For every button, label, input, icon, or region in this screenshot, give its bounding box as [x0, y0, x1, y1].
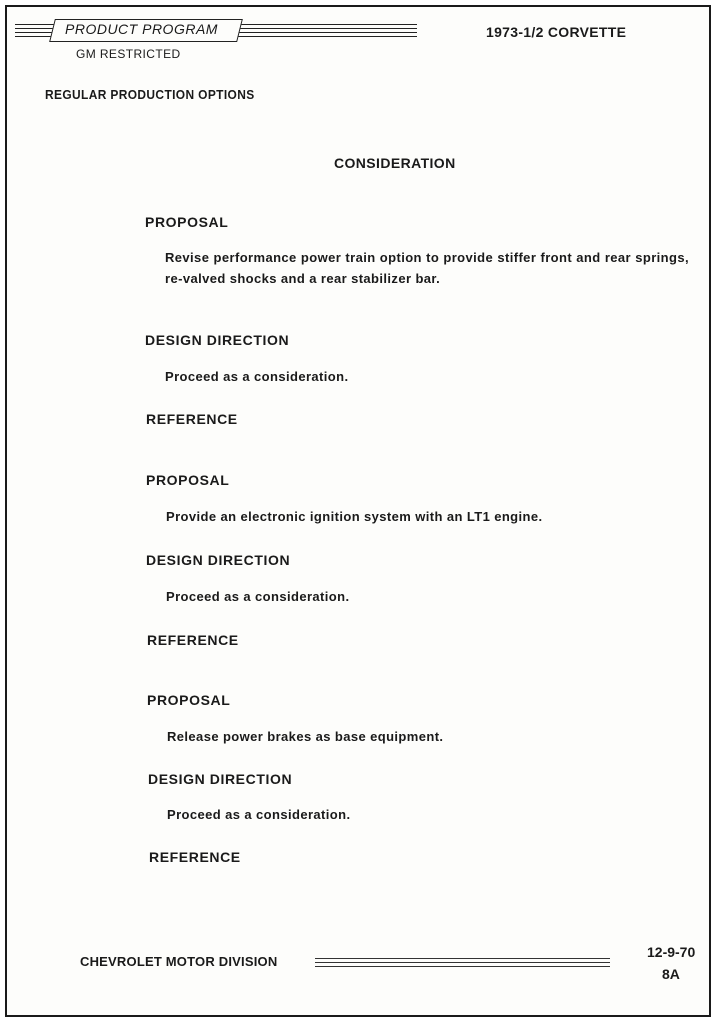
proposal-label: PROPOSAL: [147, 692, 231, 708]
design-direction-label: DESIGN DIRECTION: [145, 332, 290, 348]
proposal-label: PROPOSAL: [146, 472, 230, 488]
reference-label: REFERENCE: [147, 632, 239, 648]
division-name: CHEVROLET MOTOR DIVISION: [80, 954, 278, 969]
footer-rule-lines: [315, 958, 610, 970]
proposal-text: Release power brakes as base equipment.: [167, 729, 444, 744]
reference-label: REFERENCE: [149, 849, 241, 865]
document-date: 12-9-70: [647, 944, 696, 960]
proposal-label: PROPOSAL: [145, 214, 229, 230]
restricted-label: GM RESTRICTED: [76, 47, 181, 61]
design-direction-label: DESIGN DIRECTION: [146, 552, 291, 568]
product-program-label: PRODUCT PROGRAM: [65, 21, 218, 37]
proposal-text: Provide an electronic ignition system with an LT1 engine.: [166, 509, 543, 524]
category-heading: CONSIDERATION: [334, 155, 456, 171]
reference-label: REFERENCE: [146, 411, 238, 427]
design-direction-text: Proceed as a consideration.: [167, 807, 351, 822]
proposal-text: Revise performance power train option to provide stiffer front and rear springs, re-valved shocks and a rear stabilizer bar.: [165, 250, 689, 286]
section-title: REGULAR PRODUCTION OPTIONS: [45, 87, 255, 102]
model-title: 1973-1/2 CORVETTE: [486, 24, 627, 40]
document-page: [5, 5, 711, 1017]
page-number: 8A: [662, 966, 680, 982]
design-direction-text: Proceed as a consideration.: [165, 369, 349, 384]
design-direction-label: DESIGN DIRECTION: [148, 771, 293, 787]
design-direction-text: Proceed as a consideration.: [166, 589, 350, 604]
